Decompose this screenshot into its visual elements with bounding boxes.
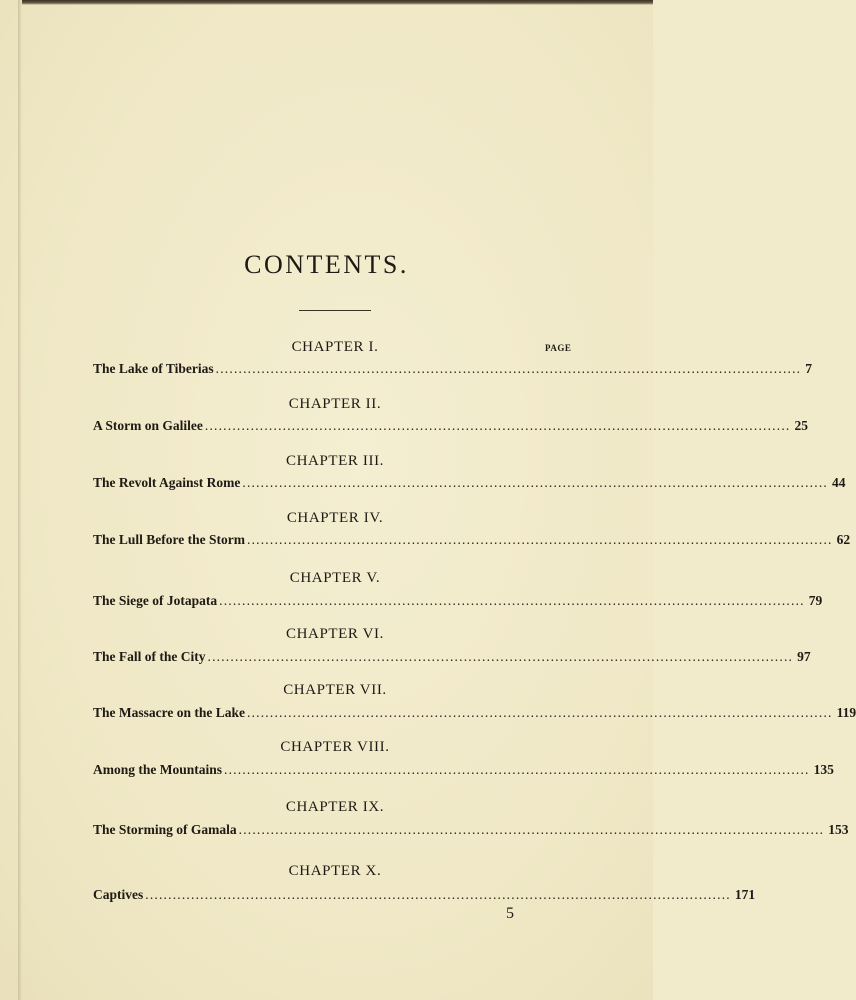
toc-entry	[93, 887, 756, 903]
entry-title: The Lull Before the Storm	[93, 532, 245, 547]
dot-leader: ................................................................................................................................	[207, 649, 794, 664]
entry-page-number: 25	[794, 418, 808, 433]
chapter-heading: CHAPTER VI.	[286, 626, 384, 642]
page-top-edge	[22, 0, 653, 5]
page-number: 5	[506, 905, 514, 922]
chapter-heading: CHAPTER X.	[288, 863, 382, 879]
dot-leader: ................................................................................................................................	[204, 418, 791, 433]
entry-title: The Massacre on the Lake	[93, 705, 245, 720]
entry-title: The Siege of Jotapata	[93, 593, 218, 608]
entry-page-number: 153	[828, 822, 849, 837]
entry-page-number: 62	[836, 532, 851, 547]
entry-page-number: 119	[836, 705, 856, 720]
title-rule	[299, 310, 371, 311]
chapter-heading: CHAPTER V.	[289, 570, 381, 586]
toc-entry	[93, 475, 846, 491]
contents-title: CONTENTS.	[244, 250, 409, 279]
dot-leader: ................................................................................................................................	[215, 361, 802, 376]
toc-entry	[93, 705, 856, 721]
entry-title: The Fall of the City	[93, 649, 206, 664]
entry-title: Captives	[93, 887, 144, 902]
entry-title: The Revolt Against Rome	[93, 475, 241, 490]
page-column-label: PAGE	[545, 343, 572, 353]
chapter-heading: CHAPTER IV.	[286, 510, 384, 526]
chapter-heading: CHAPTER III.	[285, 453, 385, 469]
toc-entry	[93, 361, 813, 377]
entry-title: The Lake of Tiberias	[93, 361, 214, 376]
dot-leader: ................................................................................................................................	[247, 532, 833, 547]
chapter-heading: CHAPTER I.	[291, 339, 379, 355]
chapter-heading: CHAPTER VII.	[283, 682, 387, 698]
page-gutter-shadow	[18, 0, 22, 1000]
toc-entry	[93, 593, 823, 609]
toc-entry	[93, 418, 808, 434]
entry-page-number: 97	[797, 649, 811, 664]
entry-page-number: 79	[808, 593, 823, 608]
dot-leader: ................................................................................................................................	[219, 593, 805, 608]
toc-entry	[93, 649, 811, 665]
entry-title: The Storming of Gamala	[93, 822, 237, 837]
chapter-heading: CHAPTER IX.	[285, 799, 385, 815]
entry-page-number: 7	[805, 361, 813, 376]
entry-title: Among the Mountains	[93, 762, 223, 777]
entry-page-number: 171	[734, 887, 756, 902]
chapter-heading: CHAPTER VIII.	[280, 739, 390, 755]
toc-entry	[93, 822, 849, 838]
entry-page-number: 135	[813, 762, 834, 777]
dot-leader: ................................................................................................................................	[242, 475, 828, 490]
chapter-heading: CHAPTER II.	[288, 396, 382, 412]
dot-leader: ................................................................................................................................	[224, 762, 810, 777]
entry-page-number: 44	[831, 475, 846, 490]
toc-entry	[93, 532, 851, 548]
entry-title: A Storm on Galilee	[93, 418, 203, 433]
dot-leader: ................................................................................................................................	[238, 822, 825, 837]
dot-leader: ................................................................................................................................	[145, 887, 731, 902]
toc-entry	[93, 762, 834, 778]
dot-leader: ................................................................................................................................	[247, 705, 833, 720]
